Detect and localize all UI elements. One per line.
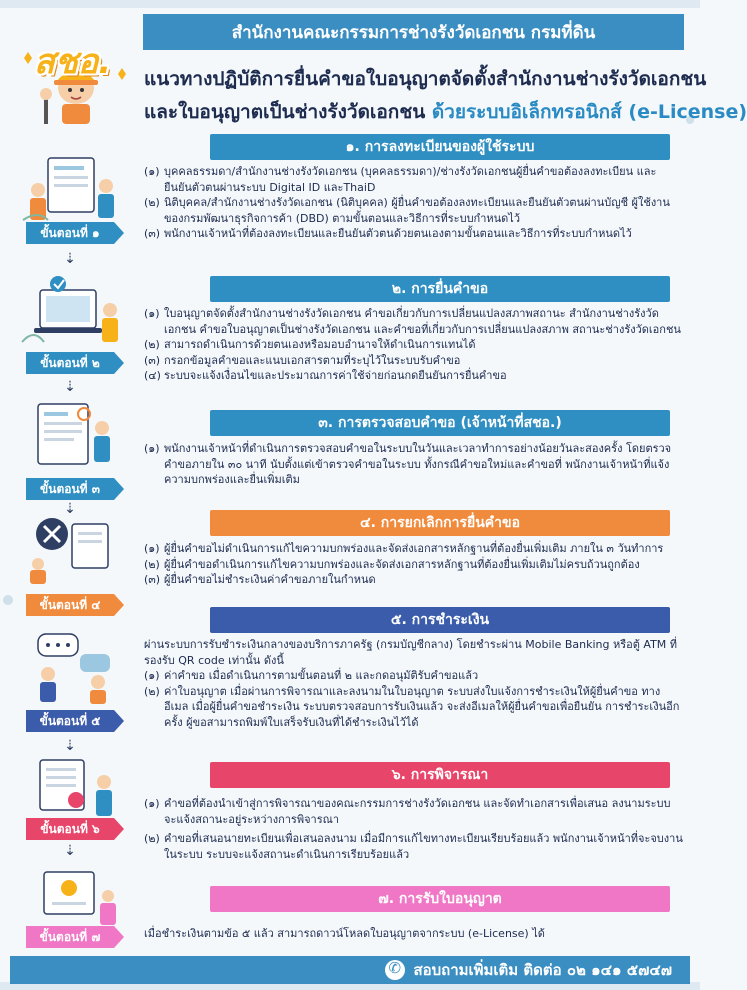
- section-1-item: [144, 195, 684, 226]
- item-number: (๔): [144, 369, 161, 383]
- item-number: (๑): [144, 165, 160, 178]
- section-3-heading: ๓. การตรวจสอบคำขอ (เจ้าหน้าที่สชอ.): [318, 415, 562, 431]
- section-5-items: [144, 637, 684, 731]
- item-number: (๒): [144, 832, 160, 846]
- section-2-item: [144, 306, 684, 337]
- section-5-item: [144, 668, 684, 684]
- section-3-heading-bar: [210, 410, 670, 436]
- item-number: (๓): [144, 227, 161, 241]
- section-7-items: [144, 926, 684, 942]
- step-6-label: [26, 818, 114, 840]
- section-2-heading: ๒. การยื่นคำขอ: [391, 281, 489, 297]
- header-title: สำนักงานคณะกรรมการช่างรังวัดเอกชน กรมที่ดิน: [231, 22, 596, 43]
- page-title-line2: [144, 97, 747, 127]
- section-4-items: [144, 541, 684, 588]
- item-text: ผู้ยื่นคำขอไม่ชำระเงินค่าคำขอภายในกำหนด: [164, 573, 376, 587]
- footer-contact: สอบถามเพิ่มเติม ติดต่อ ๐๒ ๑๔๑ ๕๗๔๗: [413, 961, 672, 979]
- section-4-item: [144, 557, 684, 573]
- down-arrow-icon: ⇣: [64, 843, 76, 859]
- step-1-text: ขั้นตอนที่ ๑: [40, 225, 100, 240]
- item-number: (๓): [144, 573, 161, 587]
- section-5-item: [144, 684, 684, 731]
- section-7-heading-bar: [210, 886, 670, 912]
- step-7-text: ขั้นตอนที่ ๗: [39, 929, 101, 944]
- logo: [14, 28, 134, 128]
- section-4-heading: ๔. การยกเลิกการยื่นคำขอ: [359, 515, 520, 531]
- item-number: (๒): [144, 684, 160, 698]
- section-3-item: [144, 441, 684, 488]
- item-text: ระบบจะแจ้งเงื่อนไขและประมาณการค่าใช้จ่ายก่อนกดยืนยันการยื่นคำขอ: [164, 369, 507, 383]
- title-prefix: และใบอนุญาตเป็นช่างรังวัดเอกชน: [144, 101, 432, 123]
- section-2-item: [144, 337, 684, 353]
- logo-text: สชอ.: [34, 42, 112, 82]
- step-5-text: ขั้นตอนที่ ๕: [39, 713, 101, 728]
- page-title-line1: แนวทางปฏิบัติการยื่นคำขอใบอนุญาตจัดตั้งสำนักงานช่างรังวัดเอกชน: [144, 68, 707, 90]
- section-5-heading: ๕. การชำระเงิน: [390, 612, 490, 628]
- step-7-label: [26, 926, 114, 948]
- item-number: (๑): [144, 542, 160, 555]
- section-1-heading: ๑. การลงทะเบียนของผู้ใช้ระบบ: [345, 139, 535, 155]
- title-highlight: ด้วยระบบอิเล็กทรอนิกส์ (e-License): [431, 101, 747, 123]
- item-text: คำขอที่เสนอนายทะเบียนเพื่อเสนอลงนาม เมื่อมีการแก้ไขทางทะเบียนเรียบร้อยแล้ว พนักงานเจ้าหน้าที่จะจบงานในระบบ ระบบจะแจ้งสถานะดำเนินการเรียบร้อยแล้ว: [164, 832, 683, 861]
- section-1-item: [144, 164, 684, 195]
- footer-bar: [10, 956, 690, 984]
- section-6-items: [144, 796, 684, 862]
- item-text: ผู้ยื่นคำขอดำเนินการแก้ไขความบกพร่องและจัดส่งเอกสารหลักฐานที่ต้องยื่นเพิ่มเติมไม่ครบถ้วนถูกต้อง: [164, 557, 640, 571]
- section-5-heading-bar: [210, 607, 670, 633]
- item-text: พนักงานเจ้าหน้าที่ต้องลงทะเบียนและยืนยันตัวตนด้วยตนเองตามขั้นตอนและวิธีการที่ระบบกำหนดไว้: [164, 227, 632, 241]
- item-text: พนักงานเจ้าหน้าที่ดำเนินการตรวจสอบคำขอในระบบในวันและเวลาทำการอย่างน้อยวันละสองครั้ง โดยตรวจคำขอภายใน ๓๐ นาที นับตั้งแต่เข้าตรวจคำขอในระบบ ทั้งกรณีคำขอใหม่และคำขอที่ พนักงานเจ้าหน้าที่แจ้งความบกพร่องและยื่นเพิ่มเติม: [164, 442, 672, 487]
- item-number: (๑): [144, 797, 160, 810]
- item-text: ใบอนุญาตจัดตั้งสำนักงานช่างรังวัดเอกชน คำขอเกี่ยวกับการเปลี่ยนแปลงสภาพสถานะ สำนักงานช่างรังวัด เอกชน คำขอใบอนุญาตเป็นช่างรังวัดเอกชน และคำขอที่เกี่ยวกับการเปลี่ยนแปลงสภาพ สถานะช่างรังวัดเอกชน: [164, 307, 681, 336]
- section-1-item: [144, 226, 684, 242]
- section-6-item: [144, 831, 684, 862]
- step-4-label: [26, 594, 114, 616]
- step-5-label: [26, 710, 114, 732]
- step-3-label: [26, 478, 114, 500]
- section-7-intro: เมื่อชำระเงินตามข้อ ๕ แล้ว สามารถดาวน์โหลดใบอนุญาตจากระบบ (e-License) ได้: [144, 927, 545, 940]
- down-arrow-icon: ⇣: [64, 251, 76, 267]
- section-1-heading-bar: [210, 134, 670, 160]
- item-number: (๑): [144, 442, 160, 455]
- section-3-items: [144, 441, 684, 488]
- section-6-heading-bar: [210, 762, 670, 788]
- item-text: ค่าใบอนุญาต เมื่อผ่านการพิจารณาและลงนามในใบอนุญาต ระบบส่งใบแจ้งการชำระเงินให้ผู้ยื่นคำขอ ทางอีเมล เมื่อผู้ยื่นคำขอชำระเงิน ระบบตรวจสอบการรับเงินแล้ว จะส่งอีเมลให้ผู้ยื่นคำขอเพื่อยืนยัน การชำระเงินอีกครั้ง ผู้ขอสามารถพิมพ์ใบเสร็จรับเงินที่ได้ชำระเงินไว้ได้: [164, 684, 680, 729]
- step-3-text: ขั้นตอนที่ ๓: [40, 481, 100, 496]
- header-bar: [143, 14, 684, 50]
- section-2-item: [144, 353, 684, 369]
- payment-illustration-icon: [18, 630, 128, 706]
- section-1-items: [144, 164, 684, 242]
- step-2-text: ขั้นตอนที่ ๒: [40, 355, 100, 370]
- consideration-illustration-icon: [18, 752, 128, 828]
- down-arrow-icon: ⇣: [64, 738, 76, 754]
- item-text: ค่าคำขอ เมื่อดำเนินการตามขั้นตอนที่ ๒ และกดอนุมัติรับคำขอแล้ว: [164, 669, 479, 683]
- item-text: คำขอที่ต้องนำเข้าสู่การพิจารณาของคณะกรรมการช่างรังวัดเอกชน และจัดทำเอกสารเพื่อเสนอ ลงนามระบบจะแจ้งสถานะอยู่ระหว่างการพิจารณา: [164, 797, 671, 826]
- step-6-text: ขั้นตอนที่ ๖: [40, 821, 100, 836]
- item-number: (๓): [144, 353, 161, 367]
- item-number: (๑): [144, 307, 160, 320]
- section-5-intro: ผ่านระบบการรับชำระเงินกลางของบริการภาครัฐ (กรมบัญชีกลาง) โดยชำระผ่าน Mobile Banking หรือตู้ ATM ที่รองรับ QR code เท่านั้น ดังนี้: [144, 638, 678, 667]
- section-2-items: [144, 306, 684, 384]
- item-text: กรอกข้อมูลคำขอและแนบเอกสารตามที่ระบุไว้ในระบบรับคำขอ: [164, 353, 461, 367]
- section-6-heading: ๖. การพิจารณา: [391, 767, 489, 783]
- step-1-label: [26, 222, 114, 244]
- item-number: (๒): [144, 338, 160, 352]
- step-2-label: [26, 352, 114, 374]
- section-4-item: [144, 572, 684, 588]
- registration-illustration-icon: [18, 150, 128, 226]
- item-text: นิติบุคคล/สำนักงานช่างรังวัดเอกชน (นิติบุคคล) ผู้ยื่นคำขอต้องลงทะเบียนและยืนยันตัวตนผ่านบัญชี ผู้ใช้งานของกรมพัฒนาธุรกิจการค้า (DBD) ตามขั้นตอนและวิธีการที่ระบบกำหนดไว้: [164, 196, 670, 225]
- item-text: ผู้ยื่นคำขอไม่ดำเนินการแก้ไขความบกพร่องและจัดส่งเอกสารหลักฐานที่ต้องยื่นเพิ่มเติม ภายใน ๓ วันทำการ: [164, 542, 664, 555]
- inspection-illustration-icon: [18, 398, 128, 474]
- down-arrow-icon: ⇣: [64, 501, 76, 517]
- down-arrow-icon: ⇣: [64, 379, 76, 395]
- item-number: (๒): [144, 557, 160, 571]
- cancel-illustration-icon: [18, 510, 128, 586]
- item-text: สามารถดำเนินการด้วยตนเองหรือมอบอำนาจให้ดำเนินการแทนได้: [164, 338, 476, 352]
- application-illustration-icon: [18, 272, 128, 348]
- item-number: (๒): [144, 196, 160, 210]
- phone-icon: [385, 960, 405, 980]
- section-4-item: [144, 541, 684, 557]
- section-6-item: [144, 796, 684, 827]
- section-2-heading-bar: [210, 276, 670, 302]
- item-number: (๑): [144, 669, 160, 683]
- section-7-heading: ๗. การรับใบอนุญาต: [378, 891, 502, 907]
- section-4-heading-bar: [210, 510, 670, 536]
- section-2-item: [144, 368, 684, 384]
- item-text: บุคคลธรรมดา/สำนักงานช่างรังวัดเอกชน (บุคคลธรรมดา)/ช่างรังวัดเอกชนผู้ยื่นคำขอต้องลงทะเบียน และยืนยันตัวตนผ่านระบบ Digital ID และThaiD: [164, 165, 657, 194]
- step-4-text: ขั้นตอนที่ ๔: [39, 597, 101, 612]
